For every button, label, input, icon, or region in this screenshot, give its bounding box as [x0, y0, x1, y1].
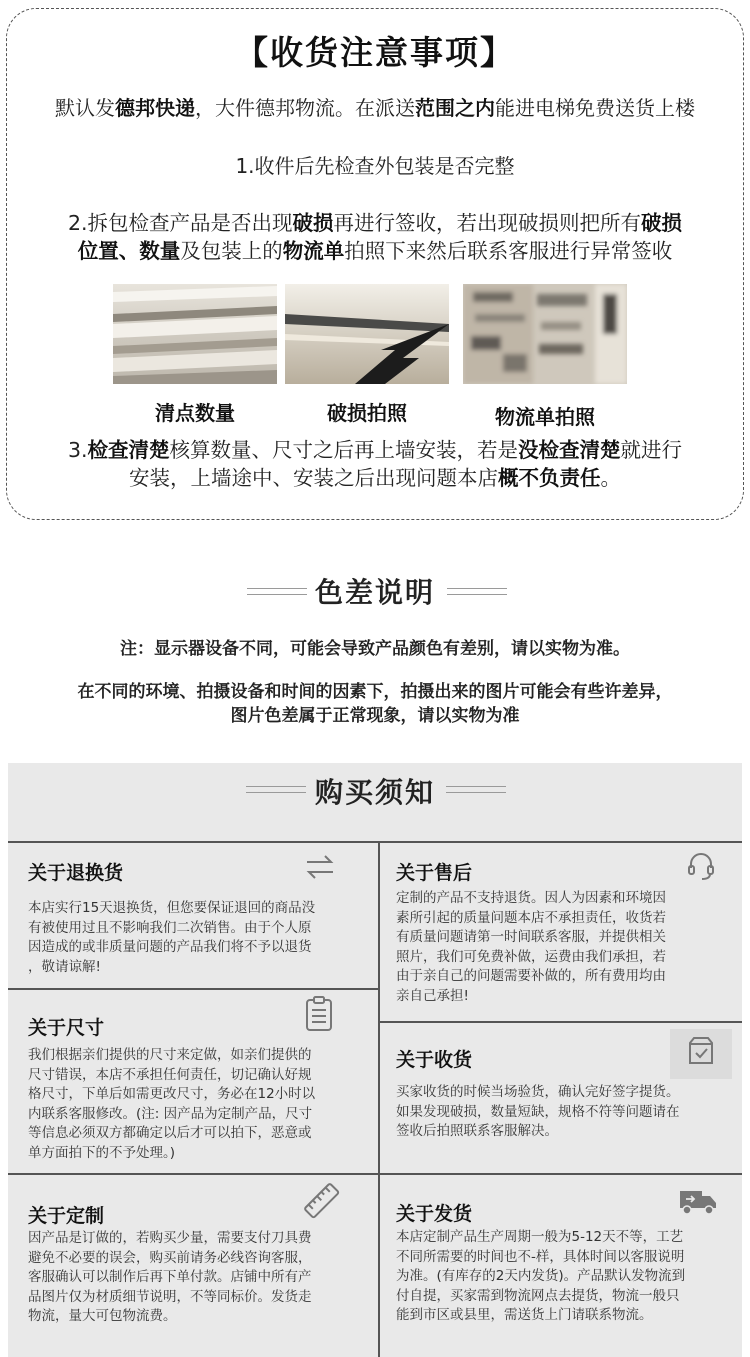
- cell-returns-title: 关于退换货: [28, 862, 124, 884]
- cell-shipping: [378, 1173, 742, 1357]
- cell-receiving-title: 关于收货: [396, 1049, 473, 1071]
- purchase-title-line-right: [446, 786, 506, 793]
- color-diff-title-line-right: [447, 588, 507, 595]
- notice-title: 【收货注意事项】: [235, 33, 515, 72]
- receiving-notice-box: [6, 8, 744, 520]
- box-check-icon: [686, 1035, 716, 1067]
- caption-damage: 破损拍照: [327, 401, 407, 425]
- cell-shipping-body: 本店定制产品生产周期一般为5-12天不等，工艺 不同所需要的时间也不-样，具体时间以客服说明 为准。(有库存的2天内发货)。产品默认发物流到 付自提，买家需到物流网点去提货，物流一般只 能到市区或县里，需送货上门请联系物流。: [396, 1229, 686, 1323]
- caption-count: 清点数量: [155, 401, 235, 425]
- cell-shipping-title: 关于发货: [396, 1203, 473, 1225]
- color-diff-text-line2: 图片色差属于正常现象，请以实物为准: [230, 706, 520, 726]
- headset-icon: [686, 851, 716, 883]
- exchange-arrows-icon: [304, 851, 336, 883]
- color-diff-title: 色差说明: [314, 576, 435, 609]
- count-photo: [113, 284, 277, 384]
- ruler-icon: [302, 1181, 342, 1221]
- notice-line-step3a: 3.检查清楚核算数量、尺寸之后再上墙安装，若是没检查清楚就进行: [67, 438, 683, 462]
- cell-size: [8, 988, 378, 1173]
- waybill-photo: [463, 284, 627, 384]
- purchase-notes-panel: [8, 763, 742, 1357]
- notice-line-delivery: 默认发德邦快递，大件德邦物流。在派送范围之内能进电梯免费送货上楼: [55, 96, 695, 120]
- color-diff-text-line1: 在不同的环境、拍摄设备和时间的因素下，拍摄出来的图片可能会有些许差异，: [77, 682, 673, 702]
- cell-after-sales: [378, 841, 742, 1021]
- cell-receiving-body: 买家收货的时候当场验货，确认完好签字提货。 如果发现破损，数量短缺，规格不符等问题请在 签收后拍照联系客服解决。: [396, 1084, 680, 1139]
- notice-line-step2a: 2.拆包检查产品是否出现破损再进行签收，若出现破损则把所有破损: [67, 211, 683, 235]
- notice-line-step3b: 安装，上墙途中、安装之后出现问题本店概不负责任。: [129, 466, 621, 490]
- notice-line-step1: 1.收件后先检查外包装是否完整: [235, 154, 515, 178]
- caption-waybill: 物流单拍照: [495, 405, 595, 429]
- cell-receiving: [378, 1021, 742, 1173]
- clipboard-icon: [304, 996, 334, 1032]
- cell-size-title: 关于尺寸: [28, 1017, 105, 1039]
- cell-size-body: 我们根据亲们提供的尺寸来定做，如亲们提供的 尺寸错误，本店不承担任何责任，切记确认好规 格尺寸，下单后如需更改尺寸，务必在12小时以 内联系客服修改。(注: 因产品为定制产品，尺寸 等信息必须双方都确定以后才可以拍下，恶意或 单方面拍下的不予处理。): [28, 1047, 316, 1161]
- cell-after-sales-body: 定制的产品不支持退货。因人为因素和环境因 素所引起的质量问题本店不承担责任，收货若 有质量问题请第一时间联系客服，并提供相关 照片，我们可免费补做，运费由我们承担，若 由于亲自己的问题需要补做的，所有费用均由 亲自己承担!: [396, 890, 666, 1004]
- cell-custom-title: 关于定制: [28, 1205, 105, 1227]
- damage-photo: [285, 284, 449, 384]
- color-diff-note: 注：显示器设备不同，可能会导致产品颜色有差别，请以实物为准。: [120, 639, 630, 659]
- cell-after-sales-title: 关于售后: [396, 862, 473, 884]
- cell-custom: [8, 1173, 378, 1357]
- cell-custom-body: 因产品是订做的，若购买少量，需要支付刀具费 避免不必要的误会，购买前请务必线咨询客服， 客服确认可以制作后再下单付款。店铺中所有产 品图片仅为材质细节说明，不等同标价。发货走 物流，量大可包物流费。: [28, 1230, 312, 1324]
- purchase-title: 购买须知: [314, 776, 435, 809]
- cell-returns: [8, 841, 378, 988]
- delivery-truck-icon: [678, 1187, 718, 1217]
- cell-returns-body: 本店实行15天退换货，但您要保证退回的商品没 有被使用过且不影响我们二次销售。由于个人原 因造成的或非质量问题的产品我们将不予以退货 ，敬请谅解!: [28, 900, 316, 975]
- notice-line-step2b: 位置、数量及包装上的物流单拍照下来然后联系客服进行异常签收: [77, 239, 673, 263]
